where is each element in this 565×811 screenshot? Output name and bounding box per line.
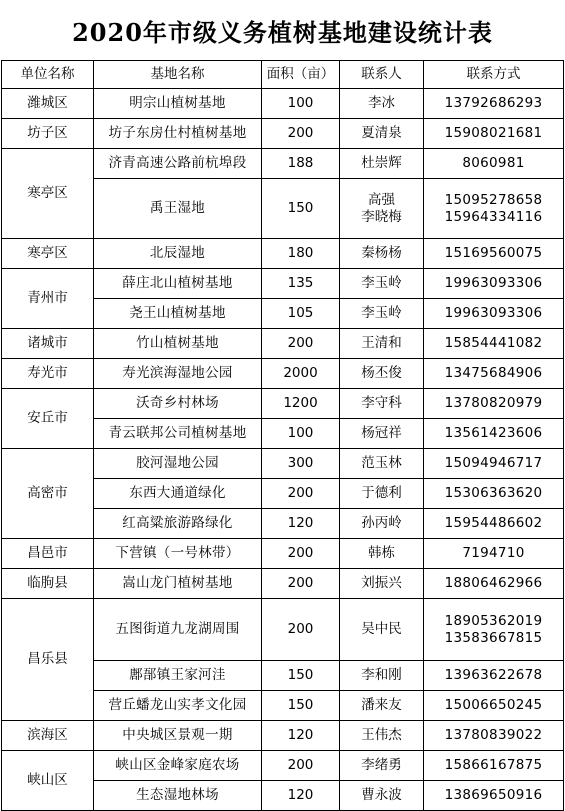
- unit-cell: 寒亭区: [2, 239, 94, 269]
- contact-cell: [340, 89, 424, 119]
- phone-cell: [424, 149, 564, 179]
- contact-cell: [340, 691, 424, 721]
- contact-cell: [340, 661, 424, 691]
- area-cell: 120: [262, 781, 340, 811]
- unit-cell: 临朐县: [2, 569, 94, 599]
- phone-cell: [424, 269, 564, 299]
- table-row: [2, 569, 564, 599]
- phone-cell-line: 19963093306: [444, 275, 543, 291]
- header-area: 面积（亩）: [262, 61, 340, 89]
- unit-cell: 潍城区: [2, 89, 94, 119]
- phone-cell: [424, 89, 564, 119]
- contact-cell-line: 孙丙岭: [361, 515, 402, 531]
- area-cell: 100: [262, 419, 340, 449]
- area-cell: 188: [262, 149, 340, 179]
- table-row: [2, 89, 564, 119]
- site-cell: 尧王山植树基地: [94, 299, 262, 329]
- contact-cell-line: 李玉岭: [361, 305, 402, 321]
- phone-cell-line: 15006650245: [444, 697, 543, 713]
- site-cell: 寿光滨海湿地公园: [94, 359, 262, 389]
- phone-cell-line: 13780839022: [444, 727, 543, 743]
- area-cell: 2000: [262, 359, 340, 389]
- unit-cell: 坊子区: [2, 119, 94, 149]
- phone-cell: [424, 239, 564, 269]
- site-cell: 营丘蟠龙山实孝文化园: [94, 691, 262, 721]
- contact-cell: [340, 479, 424, 509]
- phone-cell: [424, 389, 564, 419]
- area-cell: 150: [262, 691, 340, 721]
- header-row: [2, 61, 564, 89]
- area-cell: 200: [262, 539, 340, 569]
- phone-cell-line: 13561423606: [444, 425, 543, 441]
- phone-cell: [424, 509, 564, 539]
- contact-cell-line: 杨冠祥: [361, 425, 402, 441]
- contact-cell-line: 夏清泉: [361, 125, 402, 141]
- phone-cell-line: 8060981: [462, 155, 525, 171]
- contact-cell: [340, 149, 424, 179]
- contact-cell-line: 吴中民: [361, 621, 402, 637]
- area-cell: 200: [262, 119, 340, 149]
- table-row: [2, 449, 564, 479]
- planting-base-table: [1, 60, 564, 811]
- unit-cell: 高密市: [2, 449, 94, 539]
- contact-cell: [340, 299, 424, 329]
- contact-cell-line: 潘来友: [361, 697, 402, 713]
- header-site: 基地名称: [94, 61, 262, 89]
- site-cell: 嵩山龙门植树基地: [94, 569, 262, 599]
- phone-cell-line: 15908021681: [444, 125, 543, 141]
- phone-cell-line: 15306363620: [444, 485, 543, 501]
- site-cell: 沃奇乡村林场: [94, 389, 262, 419]
- contact-cell: [340, 781, 424, 811]
- phone-cell: [424, 751, 564, 781]
- site-cell: 东西大通道绿化: [94, 479, 262, 509]
- site-cell: 下营镇（一号林带）: [94, 539, 262, 569]
- contact-cell: [340, 389, 424, 419]
- phone-cell: [424, 449, 564, 479]
- unit-cell: 昌邑市: [2, 539, 94, 569]
- phone-cell-line: 13963622678: [444, 667, 543, 683]
- table-row: [2, 329, 564, 359]
- contact-cell-line: 王清和: [361, 335, 402, 351]
- site-cell: 红高粱旅游路绿化: [94, 509, 262, 539]
- phone-cell: [424, 419, 564, 449]
- table-body: [2, 89, 564, 811]
- area-cell: 200: [262, 751, 340, 781]
- contact-cell-line: 刘振兴: [361, 575, 402, 591]
- phone-cell-line: 18806462966: [444, 575, 543, 591]
- unit-cell: 昌乐县: [2, 599, 94, 721]
- site-cell: 五图街道九龙湖周围: [94, 599, 262, 661]
- contact-cell: [340, 329, 424, 359]
- contact-cell: [340, 269, 424, 299]
- contact-cell: [340, 419, 424, 449]
- site-cell: 坊子东房仕村植树基地: [94, 119, 262, 149]
- area-cell: 105: [262, 299, 340, 329]
- contact-cell-line: 曹永波: [361, 787, 402, 803]
- table-row: [2, 239, 564, 269]
- table-row: [2, 751, 564, 781]
- phone-cell-line: 15964334116: [444, 208, 543, 225]
- phone-cell: [424, 179, 564, 239]
- unit-cell: 寿光市: [2, 359, 94, 389]
- phone-cell-line: 13792686293: [444, 95, 543, 111]
- table-row: [2, 119, 564, 149]
- unit-cell: 滨海区: [2, 721, 94, 751]
- site-cell: 生态湿地林场: [94, 781, 262, 811]
- phone-cell-line: 18905362019: [444, 612, 543, 629]
- phone-cell-line: 13780820979: [444, 395, 543, 411]
- phone-cell: [424, 569, 564, 599]
- area-cell: 180: [262, 239, 340, 269]
- contact-cell-line: 杨丕俊: [361, 365, 402, 381]
- phone-cell: [424, 359, 564, 389]
- site-cell: 中央城区景观一期: [94, 721, 262, 751]
- unit-cell: 峡山区: [2, 751, 94, 811]
- contact-cell-line: 李和刚: [361, 667, 402, 683]
- area-cell: 135: [262, 269, 340, 299]
- phone-cell: [424, 119, 564, 149]
- phone-cell: [424, 299, 564, 329]
- area-cell: 150: [262, 179, 340, 239]
- contact-cell-line: 于德利: [361, 485, 402, 501]
- contact-cell: [340, 539, 424, 569]
- contact-cell-line: 杜崇辉: [361, 155, 402, 171]
- table-row: [2, 269, 564, 299]
- contact-cell: [340, 751, 424, 781]
- header-unit: 单位名称: [2, 61, 94, 89]
- phone-cell-line: 15954486602: [444, 515, 543, 531]
- site-cell: 胶河湿地公园: [94, 449, 262, 479]
- area-cell: 200: [262, 479, 340, 509]
- contact-cell: [340, 239, 424, 269]
- contact-cell: [340, 119, 424, 149]
- phone-cell: [424, 721, 564, 751]
- site-cell: 峡山区金峰家庭农场: [94, 751, 262, 781]
- area-cell: 150: [262, 661, 340, 691]
- phone-cell-line: 13475684906: [444, 365, 543, 381]
- area-cell: 300: [262, 449, 340, 479]
- contact-cell-line: 李晓梅: [361, 208, 402, 225]
- phone-cell-line: 15169560075: [444, 245, 543, 261]
- phone-cell-line: 15094946717: [444, 455, 543, 471]
- contact-cell: [340, 509, 424, 539]
- area-cell: 200: [262, 569, 340, 599]
- phone-cell-line: 15866167875: [444, 757, 543, 773]
- contact-cell-line: 高强: [368, 191, 395, 208]
- contact-cell: [340, 599, 424, 661]
- site-cell: 薛庄北山植树基地: [94, 269, 262, 299]
- table-row: [2, 389, 564, 419]
- table-row: [2, 539, 564, 569]
- table-row: [2, 149, 564, 179]
- phone-cell: [424, 781, 564, 811]
- header-contact: 联系人: [340, 61, 424, 89]
- contact-cell-line: 李绪勇: [361, 757, 402, 773]
- site-cell: 明宗山植树基地: [94, 89, 262, 119]
- contact-cell-line: 范玉林: [361, 455, 402, 471]
- contact-cell: [340, 359, 424, 389]
- contact-cell: [340, 179, 424, 239]
- phone-cell-line: 19963093306: [444, 305, 543, 321]
- site-cell: 济青高速公路前杭埠段: [94, 149, 262, 179]
- phone-cell: [424, 691, 564, 721]
- contact-cell-line: 李玉岭: [361, 275, 402, 291]
- phone-cell-line: 13583667815: [444, 629, 543, 646]
- contact-cell-line: 韩栋: [368, 545, 395, 561]
- phone-cell-line: 13869650916: [444, 787, 543, 803]
- table-row: [2, 599, 564, 661]
- phone-cell: [424, 479, 564, 509]
- area-cell: 120: [262, 509, 340, 539]
- site-cell: 北辰湿地: [94, 239, 262, 269]
- site-cell: 青云联邦公司植树基地: [94, 419, 262, 449]
- table-row: [2, 721, 564, 751]
- area-cell: 1200: [262, 389, 340, 419]
- contact-cell: [340, 449, 424, 479]
- table-row: [2, 359, 564, 389]
- phone-cell-line: 15095278658: [444, 191, 543, 208]
- phone-cell-line: 15854441082: [444, 335, 543, 351]
- area-cell: 100: [262, 89, 340, 119]
- area-cell: 200: [262, 599, 340, 661]
- site-cell: 鄌郚镇王家河洼: [94, 661, 262, 691]
- contact-cell-line: 秦杨杨: [361, 245, 402, 261]
- unit-cell: 寒亭区: [2, 149, 94, 239]
- contact-cell: [340, 721, 424, 751]
- phone-cell: [424, 661, 564, 691]
- table-title: 2020年市级义务植树基地建设统计表: [72, 17, 493, 47]
- contact-cell-line: 李冰: [368, 95, 395, 111]
- phone-cell-line: 7194710: [462, 545, 525, 561]
- contact-cell-line: 李守科: [361, 395, 402, 411]
- unit-cell: 青州市: [2, 269, 94, 329]
- site-cell: 竹山植树基地: [94, 329, 262, 359]
- area-cell: 200: [262, 329, 340, 359]
- unit-cell: 安丘市: [2, 389, 94, 449]
- phone-cell: [424, 539, 564, 569]
- header-phone: 联系方式: [424, 61, 564, 89]
- site-cell: 禹王湿地: [94, 179, 262, 239]
- phone-cell: [424, 329, 564, 359]
- area-cell: 120: [262, 721, 340, 751]
- contact-cell: [340, 569, 424, 599]
- unit-cell: 诸城市: [2, 329, 94, 359]
- contact-cell-line: 王伟杰: [361, 727, 402, 743]
- phone-cell: [424, 599, 564, 661]
